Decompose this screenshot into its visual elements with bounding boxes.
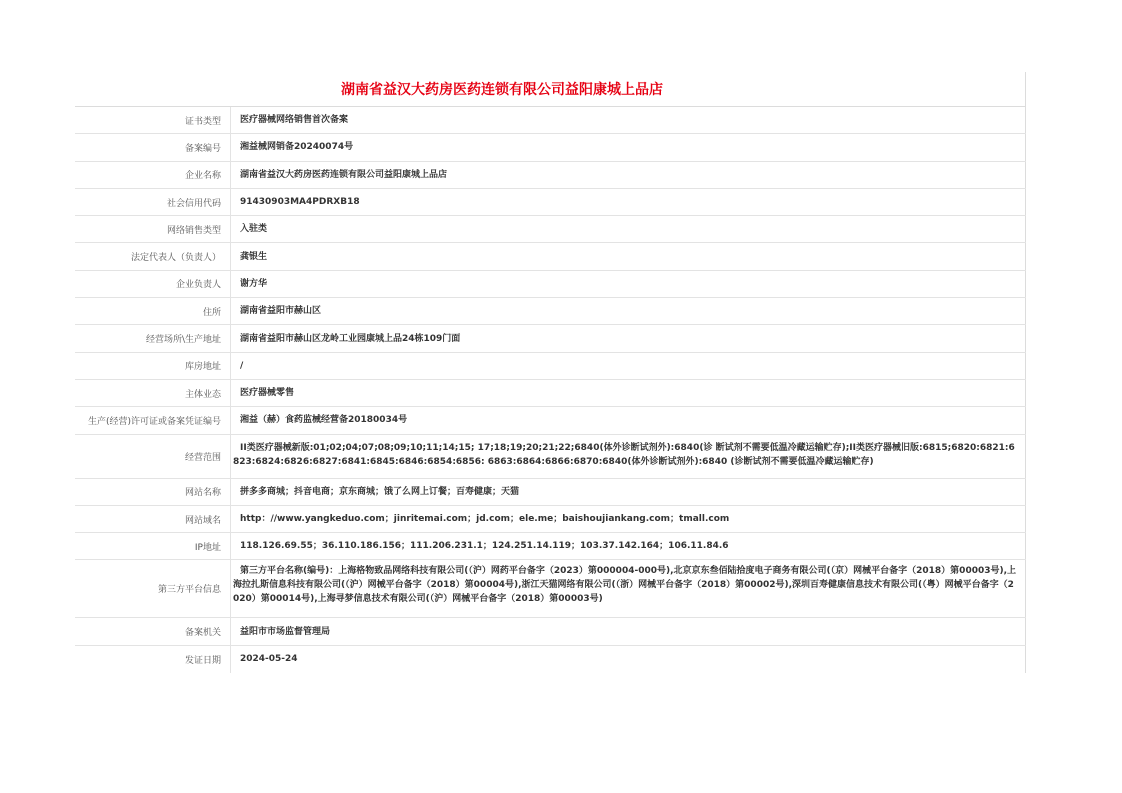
row-business-format [75, 380, 1026, 407]
field-value: 湘益械网销备20240074号 [231, 134, 1026, 160]
page-title: 湖南省益汉大药房医药连锁有限公司益阳康城上品店 [341, 82, 663, 98]
field-label: 备案机关 [75, 618, 231, 644]
row-business-scope [75, 435, 1026, 479]
field-label: 主体业态 [75, 380, 231, 406]
row-warehouse-address [75, 353, 1026, 380]
row-website-name [75, 479, 1026, 506]
field-value: 医疗器械网络销售首次备案 [231, 107, 1026, 133]
row-license-number [75, 407, 1026, 434]
field-label: 法定代表人（负责人） [75, 243, 231, 269]
field-label: IP地址 [75, 533, 231, 559]
field-label: 备案编号 [75, 134, 231, 160]
row-residence [75, 298, 1026, 325]
field-value: 91430903MA4PDRXB18 [231, 189, 1026, 215]
field-value: http：//www.yangkeduo.com；jinritemai.com；jd.com；ele.me；baishoujiankang.com；tmall.com [231, 506, 1026, 532]
row-website-domain [75, 506, 1026, 533]
field-label: 住所 [75, 298, 231, 324]
field-value: 2024-05-24 [231, 646, 1026, 673]
row-credit-code [75, 189, 1026, 216]
field-label: 经营场所\生产地址 [75, 325, 231, 351]
field-value: 湘益（赫）食药监械经营备20180034号 [231, 407, 1026, 433]
row-ip-address [75, 533, 1026, 560]
row-legal-rep [75, 243, 1026, 270]
field-label: 网站域名 [75, 506, 231, 532]
row-company-head [75, 271, 1026, 298]
field-value: II类医疗器械新版:01;02;04;07;08;09;10;11;14;15; 17;18;19;20;21;22;6840(体外诊断试剂外):6840(诊 断试剂不需要低温冷藏运输贮存);II类医疗器械旧版:6815;6820:6821:6823:6824:6826:6827:6841:6845:6846:6854:6856: 6863:6864:6866:6870:6840(体外诊断试剂外):6840 (诊断试剂不需要低温冷藏运输贮存) [231, 435, 1026, 478]
field-value: 湖南省益阳市赫山区龙岭工业园康城上品24栋109门面 [231, 325, 1026, 351]
field-label: 企业名称 [75, 162, 231, 188]
field-label: 证书类型 [75, 107, 231, 133]
field-label: 网络销售类型 [75, 216, 231, 242]
row-sales-type [75, 216, 1026, 243]
field-value: 谢方华 [231, 271, 1026, 297]
field-value: / [231, 353, 1026, 379]
row-company-name [75, 162, 1026, 189]
row-record-authority [75, 618, 1026, 645]
row-third-party-platform [75, 560, 1026, 618]
field-value: 益阳市市场监督管理局 [231, 618, 1026, 644]
row-issue-date [75, 646, 1026, 673]
certificate-document [75, 72, 1026, 673]
field-label: 企业负责人 [75, 271, 231, 297]
field-label: 第三方平台信息 [75, 560, 231, 617]
field-value: 拼多多商城；抖音电商；京东商城；饿了么网上订餐；百寿健康；天猫 [231, 479, 1026, 505]
field-label: 发证日期 [75, 646, 231, 673]
field-value: 118.126.69.55；36.110.186.156；111.206.231.1；124.251.14.119；103.37.142.164；106.11.84.6 [231, 533, 1026, 559]
field-label: 社会信用代码 [75, 189, 231, 215]
field-value: 湖南省益阳市赫山区 [231, 298, 1026, 324]
title-row [75, 72, 1026, 107]
field-label: 生产(经营)许可证或备案凭证编号 [75, 407, 231, 433]
field-value: 入驻类 [231, 216, 1026, 242]
field-value: 第三方平台名称(编号)：上海格物致品网络科技有限公司(（沪）网药平台备字（2023）第000004-000号),北京京东叁佰陆拾度电子商务有限公司(（京）网械平台备字（2018）第00003号),上海拉扎斯信息科技有限公司(（沪）网械平台备字（2018）第00004号),浙江天猫网络有限公司(（浙）网械平台备字（2018）第00002号),深圳百寿健康信息技术有限公司(（粤）网械平台备字（2020）第00014号),上海寻梦信息技术有限公司(（沪）网械平台备字（2018）第00003号) [231, 560, 1026, 617]
row-record-number [75, 134, 1026, 161]
field-label: 库房地址 [75, 353, 231, 379]
field-value: 湖南省益汉大药房医药连锁有限公司益阳康城上品店 [231, 162, 1026, 188]
row-cert-type [75, 107, 1026, 134]
field-label: 经营范围 [75, 435, 231, 478]
row-business-address [75, 325, 1026, 352]
field-value: 医疗器械零售 [231, 380, 1026, 406]
field-value: 龚银生 [231, 243, 1026, 269]
field-label: 网站名称 [75, 479, 231, 505]
